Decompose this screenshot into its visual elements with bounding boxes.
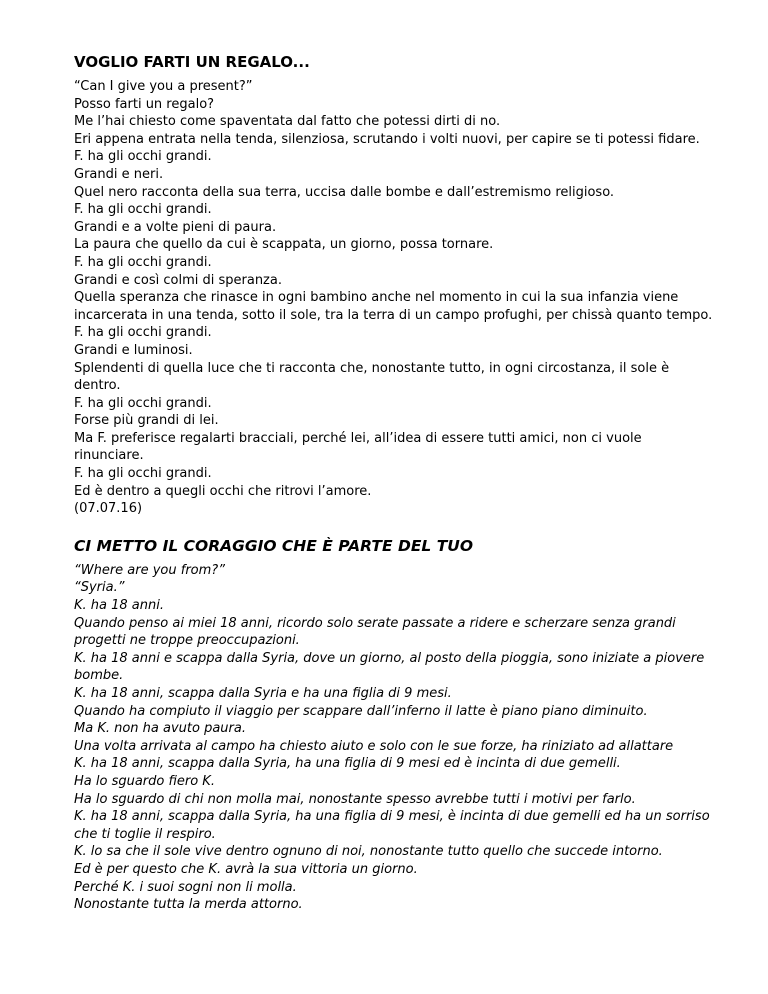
text-line: K. ha 18 anni, scappa dalla Syria, ha una figlia di 9 mesi ed è incinta di due gemelli. [74,756,621,772]
text-line: Perché K. i suoi sogni non li molla. [74,879,297,895]
text-line: Grandi e a volte pieni di paura. [74,219,277,235]
document-page [74,52,714,914]
text-line: Quel nero racconta della sua terra, uccisa dalle bombe e dall’estremismo religioso. [74,184,615,200]
text-line: Grandi e luminosi. [74,342,193,358]
text-line: “Syria.” [74,580,125,596]
text-line: Eri appena entrata nella tenda, silenziosa, scrutando i volti nuovi, per capire se ti potessi fidare. [74,131,700,147]
text-line: Nonostante tutta la merda attorno. [74,897,303,913]
text-line: Splendenti di quella luce che ti racconta che, nonostante tutto, in ogni circostanza, il sole è dentro. [74,360,670,394]
text-line: “Where are you from?” [74,562,225,578]
text-line: F. ha gli occhi grandi. [74,202,212,218]
text-line: F. ha gli occhi grandi. [74,149,212,165]
section-title-coraggio: CI METTO IL CORAGGIO CHE È PARTE DEL TUO [74,536,474,555]
text-line: La paura che quello da cui è scappata, un giorno, possa tornare. [74,237,494,253]
text-line: Quando ha compiuto il viaggio per scappare dall’inferno il latte è piano piano diminuito. [74,703,648,719]
text-line: Posso farti un regalo? [74,96,215,112]
text-line: F. ha gli occhi grandi. [74,395,212,411]
section-title-regalo: VOGLIO FARTI UN REGALO... [74,53,310,71]
text-line: F. ha gli occhi grandi. [74,466,212,482]
text-line: Forse più grandi di lei. [74,413,219,429]
text-line: Grandi e neri. [74,166,164,182]
section-coraggio [74,536,714,914]
text-line: Ed è dentro a quegli occhi che ritrovi l’amore. [74,483,372,499]
date-line: (07.07.16) [74,501,143,517]
text-line: Ma F. preferisce regalarti bracciali, perché lei, all’idea di essere tutti amici, non ci vuole rinunciare. [74,430,642,464]
text-line: F. ha gli occhi grandi. [74,325,212,341]
text-line: “Can I give you a present?” [74,79,253,94]
text-line: K. ha 18 anni, scappa dalla Syria e ha una figlia di 9 mesi. [74,686,452,701]
text-line: Ha lo sguardo di chi non molla mai, nonostante spesso avrebbe tutti i motivi per farlo. [74,791,636,807]
section-regalo [74,52,714,518]
text-line: K. ha 18 anni, scappa dalla Syria, ha una figlia di 9 mesi, è incinta di due gemelli ed ha un sorriso che ti toglie il respiro. [74,809,710,842]
text-line: K. lo sa che il sole vive dentro ognuno di noi, nonostante tutto quello che succede intorno. [74,844,663,860]
text-line: K. ha 18 anni e scappa dalla Syria, dove un giorno, al posto della pioggia, sono iniziate a piovere bombe. [74,650,705,684]
text-line: Una volta arrivata al campo ha chiesto aiuto e solo con le sue forze, ha riniziato ad allattare [74,738,674,754]
text-line: Me l’hai chiesto come spaventata dal fatto che potessi dirti di no. [74,114,501,130]
text-line: Grandi e così colmi di speranza. [74,272,282,288]
text-line: F. ha gli occhi grandi. [74,254,212,270]
text-line: K. ha 18 anni. [74,598,164,614]
text-line: Ha lo sguardo fiero K. [74,773,215,789]
text-line: Quando penso ai miei 18 anni, ricordo solo serate passate a ridere e scherzare senza grandi progetti ne troppe preoccupazioni. [74,615,676,649]
text-line: Quella speranza che rinasce in ogni bambino anche nel momento in cui la sua infanzia viene incarcerata in una tenda, sotto il sole, tra la terra di un campo profughi, per chissà quanto tempo. [74,290,713,323]
text-line: Ma K. non ha avuto paura. [74,721,246,737]
text-line: Ed è per questo che K. avrà la sua vittoria un giorno. [74,861,418,877]
